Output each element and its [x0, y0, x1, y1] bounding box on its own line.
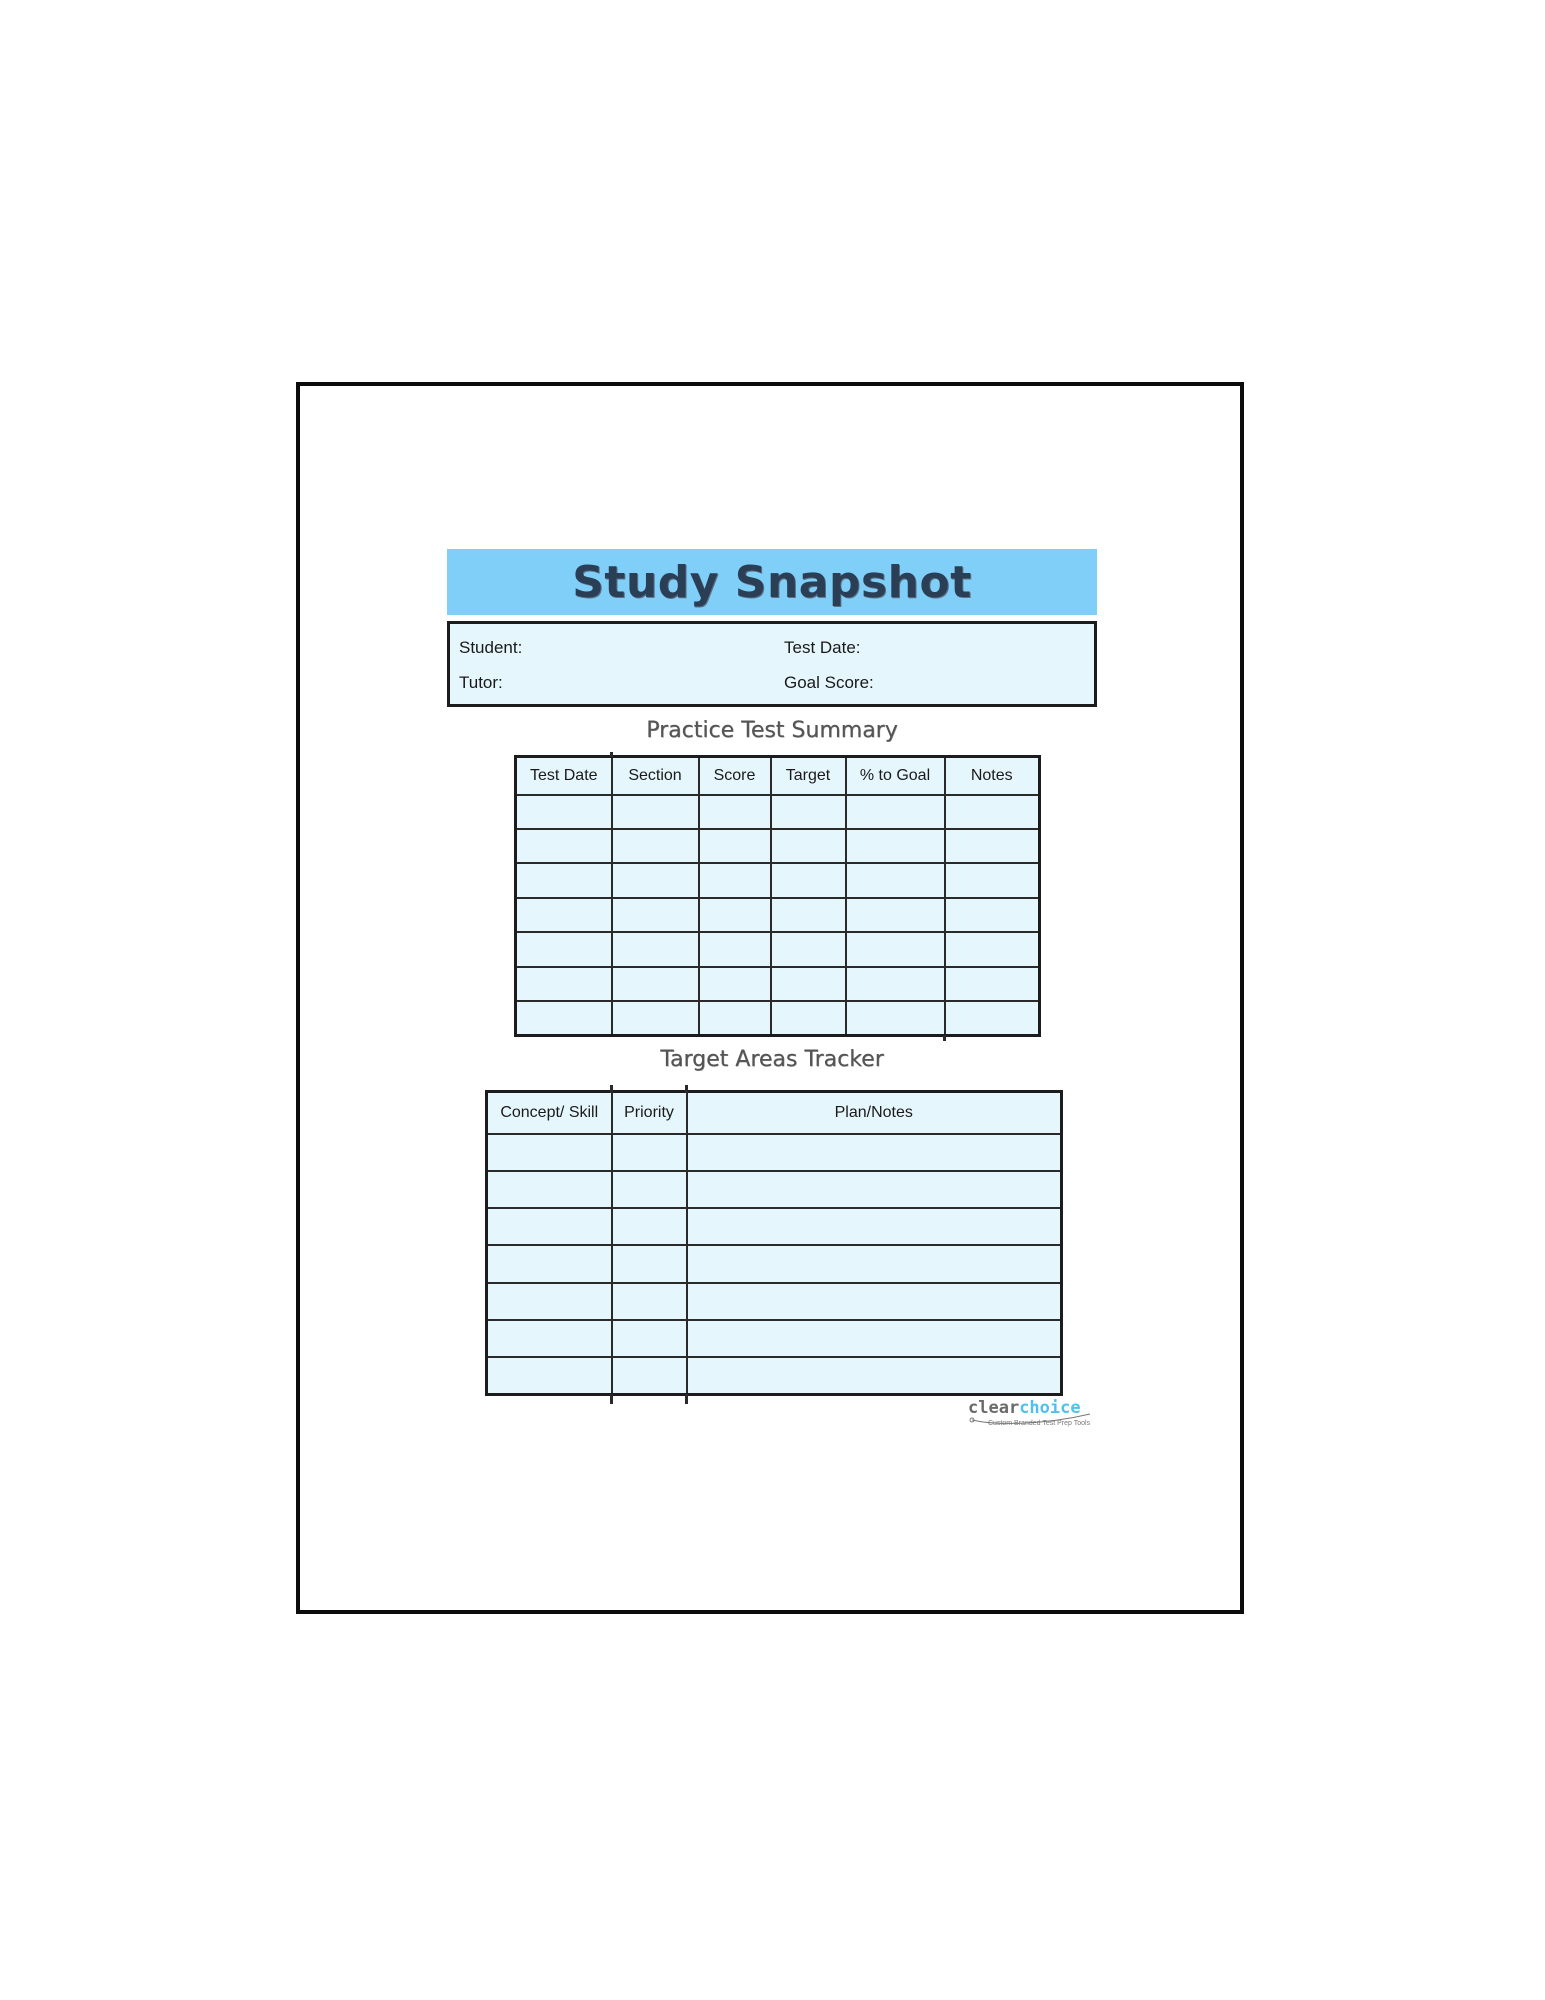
- table-cell[interactable]: [612, 795, 699, 829]
- column-header: Plan/Notes: [687, 1092, 1062, 1134]
- column-header: Test Date: [516, 757, 612, 795]
- table-cell[interactable]: [945, 967, 1040, 1001]
- column-header: Notes: [945, 757, 1040, 795]
- table-row: [487, 1208, 1062, 1245]
- table-cell[interactable]: [771, 932, 846, 966]
- table-cell[interactable]: [945, 932, 1040, 966]
- table-row: [487, 1171, 1062, 1208]
- table-cell[interactable]: [516, 1001, 612, 1035]
- tutor-label: Tutor:: [459, 673, 503, 692]
- table-cell[interactable]: [487, 1208, 612, 1245]
- table-cell[interactable]: [612, 967, 699, 1001]
- table-row: [487, 1134, 1062, 1171]
- table-cell[interactable]: [516, 932, 612, 966]
- table-cell[interactable]: [846, 795, 945, 829]
- table-cell[interactable]: [487, 1134, 612, 1171]
- table-cell[interactable]: [771, 795, 846, 829]
- column-header: Priority: [612, 1092, 687, 1134]
- table-cell[interactable]: [699, 1001, 771, 1035]
- practice-test-summary-table: [514, 755, 1041, 1037]
- goal-score-label: Goal Score:: [784, 673, 874, 692]
- table-cell[interactable]: [771, 1001, 846, 1035]
- table-cell[interactable]: [487, 1357, 612, 1394]
- column-header: Section: [612, 757, 699, 795]
- clearchoice-logo: [968, 1398, 1094, 1432]
- student-info-box: [447, 621, 1097, 707]
- column-header: % to Goal: [846, 757, 945, 795]
- table-row: [516, 898, 1040, 932]
- practice-test-summary-heading: Practice Test Summary: [646, 718, 898, 743]
- column-header: Target: [771, 757, 846, 795]
- divider-tick: [685, 1394, 688, 1404]
- student-label: Student:: [459, 638, 523, 657]
- table-cell[interactable]: [945, 795, 1040, 829]
- table-cell[interactable]: [612, 1245, 687, 1282]
- table-row: [516, 967, 1040, 1001]
- table-cell[interactable]: [612, 1357, 687, 1394]
- divider-tick: [610, 752, 613, 757]
- table-cell[interactable]: [699, 932, 771, 966]
- table-cell[interactable]: [699, 863, 771, 897]
- table-header-row: [516, 757, 1040, 795]
- table-cell[interactable]: [846, 1001, 945, 1035]
- table-cell[interactable]: [516, 967, 612, 1001]
- table-cell[interactable]: [771, 863, 846, 897]
- table-cell[interactable]: [487, 1283, 612, 1320]
- table-cell[interactable]: [612, 1171, 687, 1208]
- table-cell[interactable]: [612, 1320, 687, 1357]
- divider-tick: [943, 1035, 946, 1041]
- table-cell[interactable]: [945, 829, 1040, 863]
- table-row: [516, 1001, 1040, 1035]
- table-cell[interactable]: [771, 829, 846, 863]
- divider-tick: [610, 1394, 613, 1404]
- table-cell[interactable]: [687, 1208, 1062, 1245]
- table-cell[interactable]: [846, 967, 945, 1001]
- table-row: [487, 1245, 1062, 1282]
- column-header: Score: [699, 757, 771, 795]
- table-cell[interactable]: [846, 829, 945, 863]
- table-cell[interactable]: [687, 1320, 1062, 1357]
- table-cell[interactable]: [516, 863, 612, 897]
- table-cell[interactable]: [945, 898, 1040, 932]
- table-cell[interactable]: [846, 898, 945, 932]
- table-cell[interactable]: [612, 1001, 699, 1035]
- table-row: [516, 829, 1040, 863]
- table-cell[interactable]: [771, 898, 846, 932]
- table-cell[interactable]: [487, 1320, 612, 1357]
- table-row: [516, 932, 1040, 966]
- table-cell[interactable]: [516, 898, 612, 932]
- table-row: [516, 863, 1040, 897]
- table-cell[interactable]: [771, 967, 846, 1001]
- title-banner: [447, 549, 1097, 615]
- divider-tick: [685, 1085, 688, 1093]
- table-cell[interactable]: [699, 967, 771, 1001]
- table-cell[interactable]: [846, 932, 945, 966]
- table-cell[interactable]: [516, 795, 612, 829]
- table-cell[interactable]: [687, 1134, 1062, 1171]
- target-areas-tracker-heading: Target Areas Tracker: [660, 1047, 884, 1072]
- page-title: Study Snapshot: [572, 556, 972, 608]
- table-cell[interactable]: [687, 1283, 1062, 1320]
- table-cell[interactable]: [516, 829, 612, 863]
- table-cell[interactable]: [612, 932, 699, 966]
- divider-tick: [610, 1085, 613, 1093]
- table-cell[interactable]: [945, 863, 1040, 897]
- table-cell[interactable]: [846, 863, 945, 897]
- table-cell[interactable]: [687, 1357, 1062, 1394]
- table-cell[interactable]: [612, 1208, 687, 1245]
- table-row: [487, 1283, 1062, 1320]
- column-header: Concept/ Skill: [487, 1092, 612, 1134]
- table-cell[interactable]: [612, 829, 699, 863]
- logo-tagline: Custom Branded Test Prep Tools: [988, 1420, 1091, 1427]
- table-cell[interactable]: [699, 795, 771, 829]
- table-row: [487, 1320, 1062, 1357]
- test-date-label: Test Date:: [784, 638, 861, 657]
- table-cell[interactable]: [687, 1245, 1062, 1282]
- table-cell[interactable]: [612, 863, 699, 897]
- table-cell[interactable]: [699, 898, 771, 932]
- logo-wordmark: clearchoice: [968, 1398, 1081, 1418]
- table-header-row: [487, 1092, 1062, 1134]
- table-cell[interactable]: [699, 829, 771, 863]
- table-cell[interactable]: [687, 1171, 1062, 1208]
- table-row: [516, 795, 1040, 829]
- table-cell[interactable]: [487, 1171, 612, 1208]
- target-areas-tracker-table: [485, 1090, 1063, 1396]
- table-row: [487, 1357, 1062, 1394]
- table-cell[interactable]: [487, 1245, 612, 1282]
- table-cell[interactable]: [945, 1001, 1040, 1035]
- table-cell[interactable]: [612, 898, 699, 932]
- table-cell[interactable]: [612, 1283, 687, 1320]
- table-cell[interactable]: [612, 1134, 687, 1171]
